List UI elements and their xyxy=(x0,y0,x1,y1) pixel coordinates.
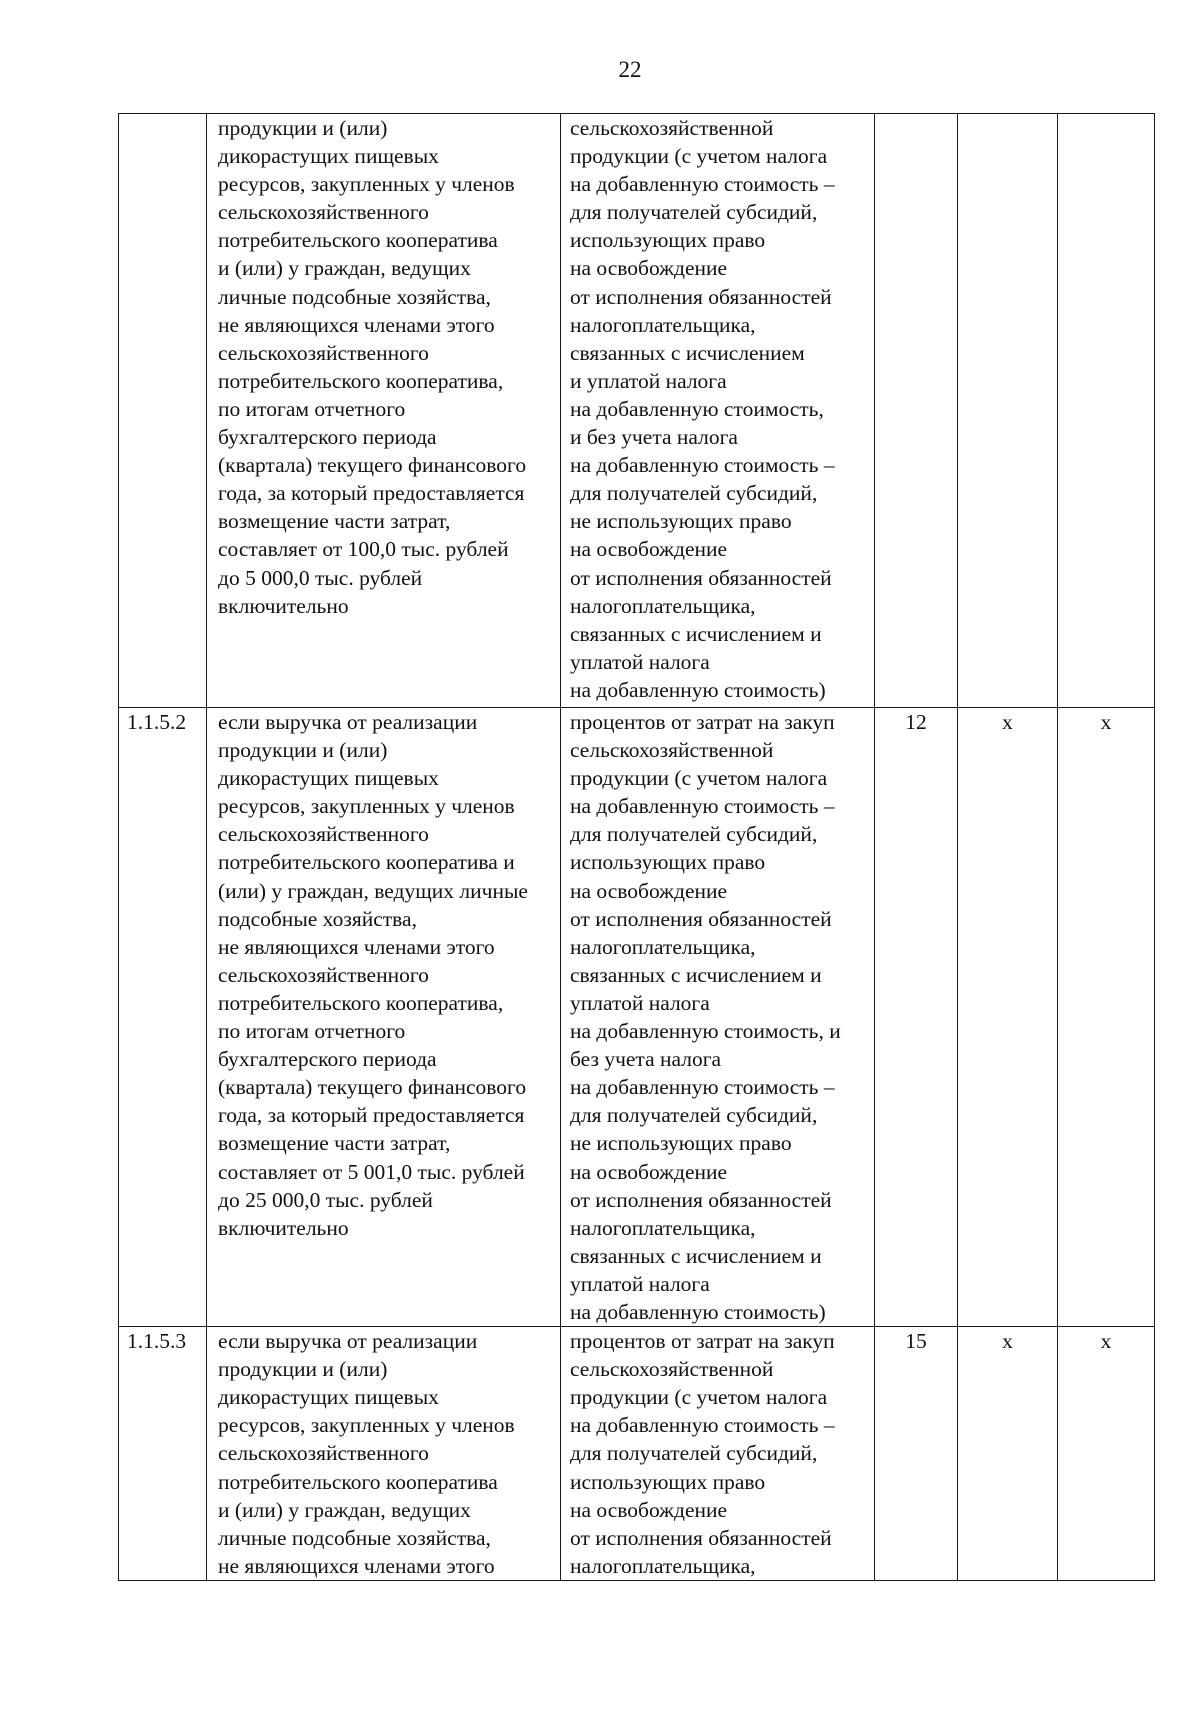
column-6-cell xyxy=(1058,1327,1155,1581)
table-row-continuation xyxy=(119,114,1155,708)
table-row-1-1-5-2 xyxy=(119,708,1155,1327)
column-5-cell xyxy=(958,1327,1058,1581)
column-6-cell xyxy=(1058,708,1155,1327)
row-number: 1.1.5.3 xyxy=(127,1329,187,1354)
column-6-value: x xyxy=(1100,1329,1112,1354)
condition-text: если выручка от реализации продукции и (или) дикорастущих пищевых ресурсов, закупленных у членов сельскохозяйственного потребительского кооператива и (или) у граждан, ведущих личные подсобные хозяйства, не являющихся членами этого xyxy=(218,1329,515,1578)
basis-cell xyxy=(561,708,875,1327)
condition-text: продукции и (или) дикорастущих пищевых ресурсов, закупленных у членов сельскохозяйственного потребительского кооператива и (или) у граждан, ведущих личные подсобные хозяйства, не являющихся членами этого сельскохозяйственного потребительского кооператива, по итогам отчетного бухгалтерского периода (квартала) текущего финансового года, за который предоставляется возмещение части затрат, составляет от 100,0 тыс. рублей до 5 000,0 тыс. рублей включительно xyxy=(218,116,527,618)
column-5-value: x xyxy=(1002,710,1013,734)
rate-value: 15 xyxy=(905,1329,927,1354)
row-number-cell xyxy=(119,1327,207,1581)
rate-cell xyxy=(875,114,958,708)
basis-text: процентов от затрат на закуп сельскохозяйственной продукции (с учетом налога на добавленную стоимость – для получателей субсидий, использующих право на освобождение от исполнения обязанностей налогоплательщика, xyxy=(570,1329,835,1578)
basis-cell xyxy=(561,114,875,708)
page-number: 22 xyxy=(618,57,642,82)
rate-value: 12 xyxy=(905,710,927,734)
column-5-cell xyxy=(958,708,1058,1327)
condition-cell xyxy=(207,114,561,708)
column-6-cell xyxy=(1058,114,1155,708)
basis-cell xyxy=(561,1327,875,1581)
condition-text: если выручка от реализации продукции и (или) дикорастущих пищевых ресурсов, закупленных у членов сельскохозяйственного потребительского кооператива и (или) у граждан, ведущих личные подсобные хозяйства, не являющихся членами этого сельскохозяйственного потребительского кооператива, по итогам отчетного бухгалтерского периода (квартала) текущего финансового года, за который предоставляется возмещение части затрат, составляет от 5 001,0 тыс. рублей до 25 000,0 тыс. рублей включительно xyxy=(218,710,528,1240)
column-6-value: x xyxy=(1100,710,1112,734)
row-number-cell xyxy=(119,114,207,708)
condition-cell xyxy=(207,708,561,1327)
column-5-value: x xyxy=(1002,1329,1013,1354)
basis-text: процентов от затрат на закуп сельскохозяйственной продукции (с учетом налога на добавленную стоимость – для получателей субсидий, использующих право на освобождение от исполнения обязанностей налогоплательщика, связанных с исчислением и уплатой налога на добавленную стоимость, и без учета налога на добавленную стоимость – для получателей субсидий, не использующих право на освобождение от исполнения обязанностей налогоплательщика, связанных с исчислением и уплатой налога на добавленную стоимость) xyxy=(570,710,841,1324)
row-number-cell xyxy=(119,708,207,1327)
row-number: 1.1.5.2 xyxy=(127,710,187,734)
subsidy-rate-table xyxy=(118,113,1155,1581)
rate-cell xyxy=(875,708,958,1327)
column-5-cell xyxy=(958,114,1058,708)
condition-cell xyxy=(207,1327,561,1581)
table-row-1-1-5-3 xyxy=(119,1327,1155,1581)
rate-cell xyxy=(875,1327,958,1581)
basis-text: сельскохозяйственной продукции (с учетом налога на добавленную стоимость – для получателей субсидий, использующих право на освобождение от исполнения обязанностей налогоплательщика, связанных с исчислением и уплатой налога на добавленную стоимость, и без учета налога на добавленную стоимость – для получателей субсидий, не использующих право на освобождение от исполнения обязанностей налогоплательщика, связанных с исчислением и уплатой налога на добавленную стоимость) xyxy=(570,116,835,702)
